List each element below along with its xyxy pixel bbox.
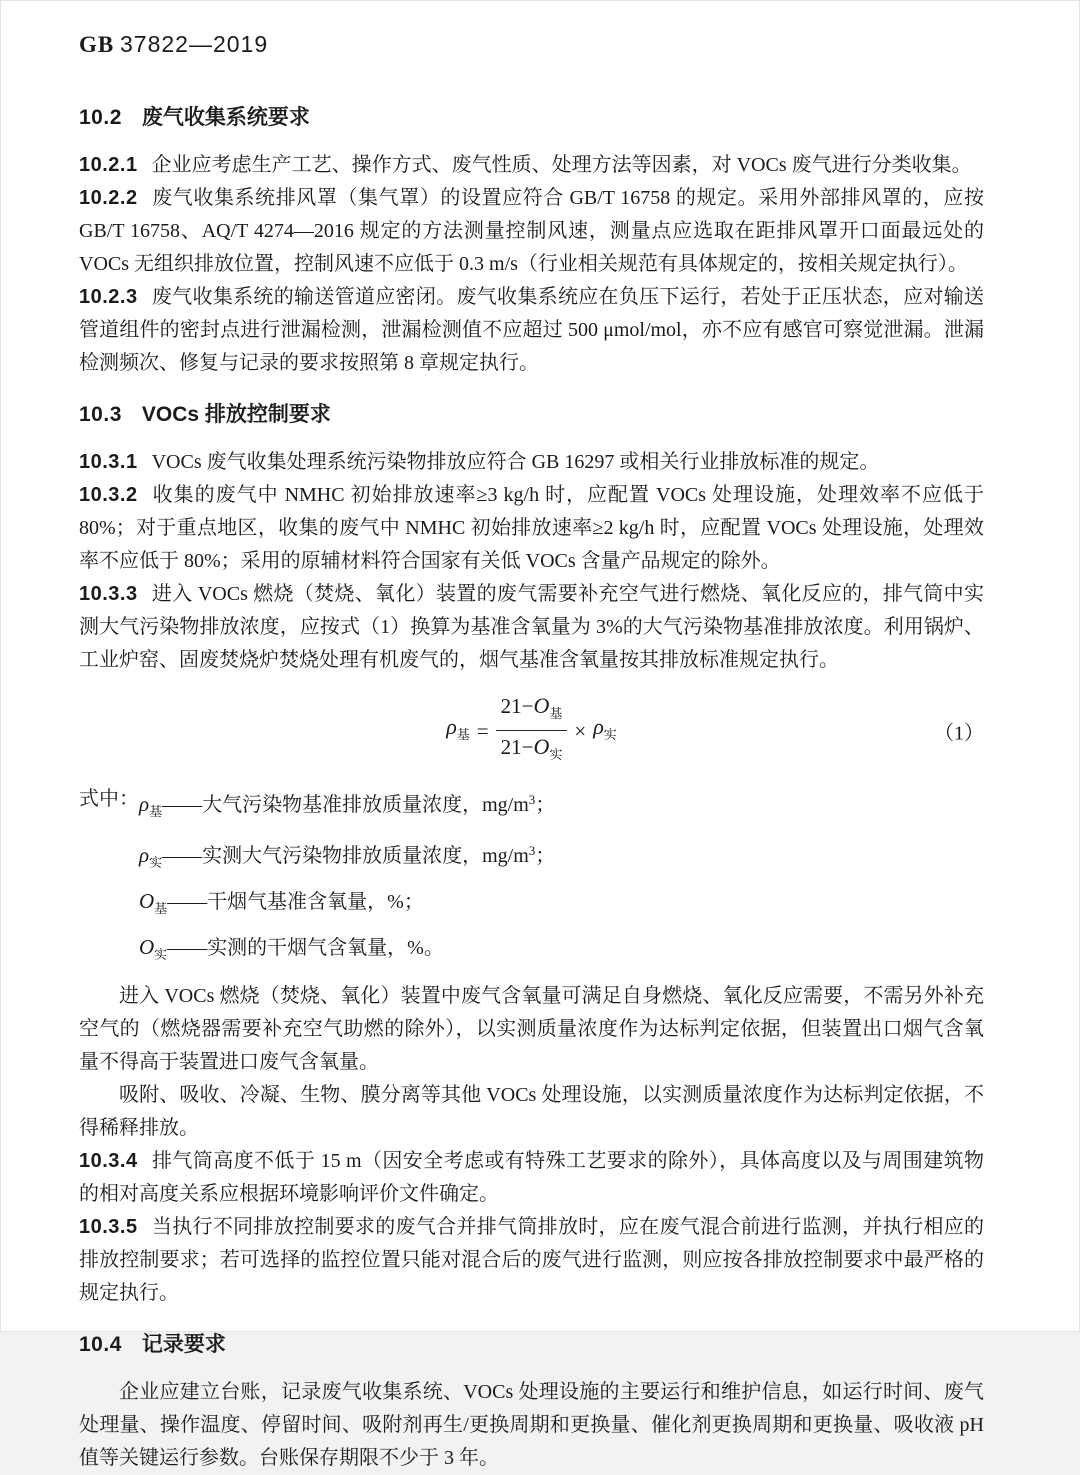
clause-10-2-1 — [79, 149, 984, 182]
definition-row — [79, 831, 984, 882]
clause-text: 当执行不同排放控制要求的废气合并排气筒排放时，应在废气混合前进行监测，并执行相应的排放控制要求；若可选择的监控位置只能对混合后的废气进行监测，则应按各排放控制要求中最严格的规定执行。 — [79, 1216, 984, 1304]
clause-number: 10.3.4 — [79, 1150, 138, 1172]
clause-text: 企业应考虑生产工艺、操作方式、废气性质、处理方法等因素，对 VOCs 废气进行分类收集。 — [151, 154, 972, 176]
section-number: 10.4 — [79, 1333, 122, 1356]
section-title: VOCs 排放控制要求 — [141, 403, 331, 426]
formula-expression — [446, 693, 617, 768]
clause-text: 收集的废气中 NMHC 初始排放速率≥3 kg/h 时，应配置 VOCs 处理设施，处理效率不应低于 80%；对于重点地区，收集的废气中 NMHC 初始排放速率≥2 kg/h 时，应配置 VOCs 处理设施，处理效率不应低于 80%；采用的原辅材料符合国家有关低 VOCs 含量产品规定的除外。 — [79, 484, 984, 572]
times-sign: × — [574, 718, 587, 743]
definition-symbol: $\rho_实$ — [139, 843, 163, 870]
definition-symbol: $O_实$ — [139, 935, 168, 962]
clause-text: 废气收集系统的输送管道应密闭。废气收集系统应在负压下运行，若处于正压状态，应对输送管道组件的密封点进行泄漏检测，泄漏检测值不应超过 500 μmol/mol，亦不应有感官可察觉泄漏。泄漏检测频次、修复与记录的要求按照第 8 章规定执行。 — [79, 286, 984, 374]
definition-tail: ； — [535, 845, 556, 867]
section-heading-10-4 — [79, 1332, 984, 1358]
definition-text: ——实测的干烟气含氧量，%。 — [167, 937, 444, 959]
clause-10-3-4 — [79, 1145, 984, 1211]
where-definitions — [79, 780, 984, 974]
definition-row — [79, 882, 984, 928]
definition-row — [79, 928, 984, 974]
doc-number-value: 37822—2019 — [119, 31, 269, 57]
fraction-numerator: $21-O_基$ — [496, 693, 568, 731]
formula-rhs: $\rho_实$ — [593, 713, 617, 742]
definition-text: ——干烟气基准含氧量，%； — [167, 891, 424, 913]
clause-10-2-2 — [79, 182, 984, 281]
clause-text: VOCs 废气收集处理系统污染物排放应符合 GB 16297 或相关行业排放标准的规定。 — [151, 451, 880, 473]
clause-text: 进入 VOCs 燃烧（焚烧、氧化）装置的废气需要补充空气进行燃烧、氧化反应的，排气筒中实测大气污染物排放浓度，应按式（1）换算为基准含氧量为 3%的大气污染物基准排放浓度。利用锅炉、工业炉窑、固废焚烧炉焚烧处理有机废气的，烟气基准含氧量按其排放标准规定执行。 — [79, 583, 984, 671]
clause-10-3-2 — [79, 479, 984, 578]
definition-sup: 3 — [528, 792, 536, 807]
formula-lhs: $\rho_基$ — [446, 713, 470, 742]
clause-number: 10.3.5 — [79, 1216, 138, 1238]
clause-number: 10.3.2 — [79, 484, 138, 506]
section-heading-10-2 — [79, 105, 984, 131]
doc-number — [79, 29, 984, 60]
section-heading-10-3 — [79, 402, 984, 428]
doc-number-prefix: GB — [79, 32, 115, 57]
where-label: 式中： — [79, 788, 139, 810]
section-title: 废气收集系统要求 — [141, 106, 310, 129]
definition-row — [79, 780, 984, 831]
definition-text: ——实测大气污染物排放质量浓度，mg/m — [162, 845, 529, 867]
fraction — [496, 693, 568, 768]
definition-tail: ； — [535, 794, 556, 816]
definition-symbol: $\rho_基$ — [139, 792, 163, 819]
definition-symbol: $O_基$ — [139, 889, 168, 916]
clause-number: 10.3.3 — [79, 583, 138, 605]
formula-1 — [79, 693, 984, 768]
clause-text: 排气筒高度不低于 15 m（因安全考虑或有特殊工艺要求的除外），具体高度以及与周围建筑物的相对高度关系应根据环境影响评价文件确定。 — [79, 1150, 984, 1205]
definition-sup: 3 — [528, 843, 536, 858]
clause-number: 10.2.3 — [79, 286, 138, 308]
clause-10-3-1 — [79, 446, 984, 479]
clause-number: 10.3.1 — [79, 451, 138, 473]
section-number: 10.3 — [79, 403, 122, 426]
paragraph: 吸附、吸收、冷凝、生物、膜分离等其他 VOCs 处理设施，以实测质量浓度作为达标判定依据，不得稀释排放。 — [79, 1084, 984, 1139]
definition-text: ——大气污染物基准排放质量浓度，mg/m — [162, 794, 529, 816]
clause-number: 10.2.2 — [79, 187, 138, 209]
clause-number: 10.2.1 — [79, 154, 138, 176]
fraction-denominator: $21-O_实$ — [500, 734, 563, 762]
paragraph: 企业应建立台账，记录废气收集系统、VOCs 处理设施的主要运行和维护信息，如运行时间、废气处理量、操作温度、停留时间、吸附剂再生/更换周期和更换量、催化剂更换周期和更换量、吸收液 pH 值等关键运行参数。台账保存期限不少于 3 年。 — [79, 1381, 984, 1469]
clause-10-2-3 — [79, 281, 984, 380]
clause-10-3-3 — [79, 578, 984, 677]
clause-text: 废气收集系统排风罩（集气罩）的设置应符合 GB/T 16758 的规定。采用外部排风罩的，应按 GB/T 16758、AQ/T 4274—2016 规定的方法测量控制风速，测量点应选取在距排风罩开口面最远处的 VOCs 无组织排放位置，控制风速不应低于 0.3 m/s（行业相关规范有具体规定的，按相关规定执行）。 — [79, 187, 984, 275]
equation-number: （1） — [934, 722, 984, 744]
equals-sign: = — [476, 718, 489, 743]
section-title: 记录要求 — [141, 1333, 226, 1356]
section-number: 10.2 — [79, 106, 122, 129]
paragraph: 进入 VOCs 燃烧（焚烧、氧化）装置中废气含氧量可满足自身燃烧、氧化反应需要，不需另外补充空气的（燃烧器需要补充空气助燃的除外），以实测质量浓度作为达标判定依据，但装置出口烟气含氧量不得高于装置进口废气含氧量。 — [79, 985, 984, 1073]
clause-10-3-5 — [79, 1211, 984, 1310]
